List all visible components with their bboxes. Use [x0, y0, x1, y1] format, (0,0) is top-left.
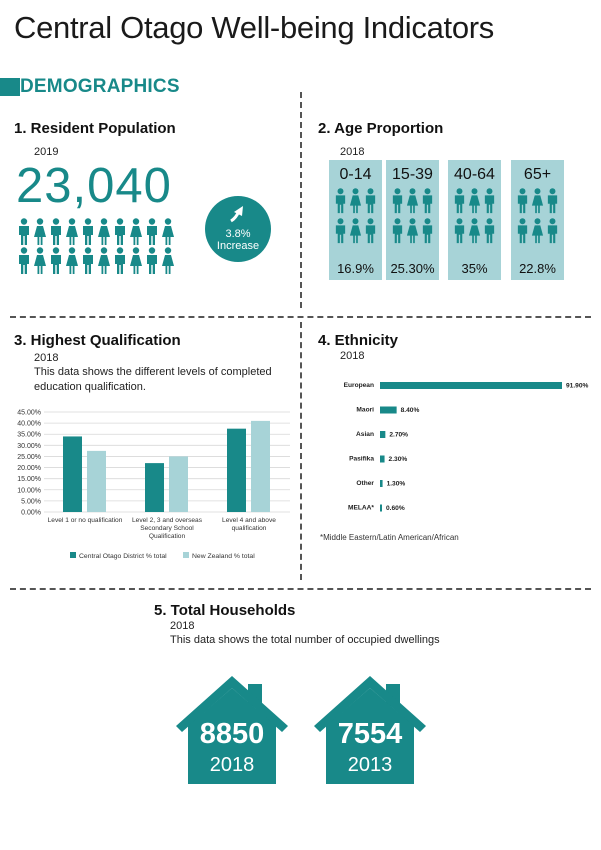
- male-person-icon: [144, 218, 160, 246]
- qualification-bar: [251, 421, 270, 512]
- age-group-box: [448, 160, 501, 280]
- legend-label: New Zealand % total: [192, 553, 255, 560]
- ethnicity-footnote: *Middle Eastern/Latin American/African: [320, 533, 459, 542]
- male-person-icon: [515, 188, 530, 214]
- female-person-icon: [405, 218, 420, 244]
- male-person-icon: [390, 188, 405, 214]
- age-group-label: 65+: [523, 166, 552, 183]
- ethnicity-value-label: 91.90%: [566, 382, 589, 390]
- ethnicity-label: Other: [356, 480, 374, 487]
- y-tick-label: 10.00%: [17, 487, 41, 495]
- divider-horizontal-2: [10, 588, 591, 590]
- ethnicity-label: MELAA*: [347, 504, 374, 512]
- y-tick-label: 40.00%: [17, 420, 41, 428]
- male-person-icon: [482, 218, 497, 244]
- male-person-icon: [112, 247, 128, 275]
- ethnicity-value-label: 8.40%: [400, 407, 420, 414]
- male-person-icon: [515, 218, 530, 244]
- age-group-box: [329, 160, 382, 280]
- y-tick-label: 20.00%: [17, 465, 41, 473]
- house-2018: [176, 676, 288, 784]
- x-tick-label: Level 1 or no qualification: [47, 517, 123, 524]
- qualification-description: This data shows the different levels of completed education qualification.: [34, 366, 272, 393]
- age-group-label: 15-39: [392, 166, 433, 183]
- male-person-icon: [545, 218, 560, 244]
- male-person-icon: [80, 218, 96, 246]
- male-person-icon: [545, 188, 560, 214]
- female-person-icon: [128, 247, 144, 275]
- ethnicity-bar: [380, 431, 385, 438]
- male-person-icon: [48, 218, 64, 246]
- male-person-icon: [482, 188, 497, 214]
- ethnicity-bar: [380, 456, 385, 463]
- ethnicity-year: 2018: [340, 350, 365, 362]
- male-person-icon: [333, 188, 348, 214]
- ethnicity-bar: [380, 480, 383, 487]
- male-person-icon: [112, 218, 128, 246]
- male-person-icon: [420, 188, 435, 214]
- age-heading: 2. Age Proportion: [318, 120, 444, 137]
- households-description: This data shows the total number of occupied dwellings: [170, 634, 440, 646]
- male-person-icon: [80, 247, 96, 275]
- page-title: Central Otago Well-being Indicators: [14, 10, 495, 45]
- x-tick-label: Level 4 and above: [222, 517, 276, 524]
- households-year: 2018: [170, 620, 195, 632]
- qualification-year: 2018: [34, 352, 59, 364]
- households-value-2: 7554: [337, 718, 403, 750]
- female-person-icon: [96, 218, 112, 246]
- ethnicity-label: Pasifika: [349, 455, 374, 463]
- female-person-icon: [160, 247, 176, 275]
- increase-percent: 3.8%: [225, 228, 251, 240]
- qualification-bar: [169, 456, 188, 512]
- female-person-icon: [467, 188, 482, 214]
- ethnicity-value-label: 0.60%: [386, 505, 405, 512]
- ethnicity-value-label: 2.30%: [388, 456, 408, 463]
- age-group-people-icons: [515, 188, 561, 244]
- male-person-icon: [16, 218, 32, 246]
- divider-horizontal-1: [10, 316, 591, 318]
- qualification-bar: [145, 463, 164, 512]
- resident-year: 2019: [34, 146, 59, 158]
- male-person-icon: [16, 247, 32, 275]
- ethnicity-chart: [308, 376, 598, 522]
- resident-heading: 1. Resident Population: [14, 120, 176, 137]
- ethnicity-bar: [380, 505, 382, 512]
- male-person-icon: [144, 247, 160, 275]
- female-person-icon: [348, 218, 363, 244]
- increase-badge: [205, 196, 271, 262]
- qualification-bar: [87, 451, 106, 512]
- households-year-1: 2018: [209, 754, 255, 776]
- female-person-icon: [32, 218, 48, 246]
- trend-up-icon: [228, 204, 248, 224]
- female-person-icon: [32, 247, 48, 275]
- ethnicity-bar: [380, 407, 397, 414]
- section-title: DEMOGRAPHICS: [20, 76, 180, 97]
- male-person-icon: [363, 188, 378, 214]
- female-person-icon: [64, 247, 80, 275]
- y-tick-label: 30.00%: [17, 442, 41, 450]
- age-group-label: 40-64: [454, 166, 495, 183]
- ethnicity-value-label: 2.70%: [389, 431, 409, 439]
- y-tick-label: 5.00%: [21, 498, 41, 506]
- age-group-people-icons: [333, 188, 379, 244]
- x-tick-label: Secondary School: [140, 525, 194, 532]
- male-person-icon: [452, 218, 467, 244]
- x-tick-label: Qualification: [148, 533, 186, 540]
- qualification-heading: 3. Highest Qualification: [14, 332, 181, 349]
- female-person-icon: [64, 218, 80, 246]
- households-value-1: 8850: [199, 718, 265, 750]
- age-group-box: [511, 160, 564, 280]
- age-group-box: [386, 160, 439, 280]
- divider-vertical-middle: [300, 322, 302, 580]
- divider-vertical-top: [300, 92, 302, 308]
- legend-label: Central Otago District % total: [79, 553, 167, 560]
- female-person-icon: [160, 218, 176, 246]
- female-person-icon: [405, 188, 420, 214]
- female-person-icon: [96, 247, 112, 275]
- y-tick-label: 15.00%: [17, 476, 41, 484]
- section-marker: [0, 78, 20, 96]
- ethnicity-heading: 4. Ethnicity: [318, 332, 399, 349]
- y-tick-label: 45.00%: [17, 409, 41, 417]
- ethnicity-label: Maori: [356, 406, 374, 414]
- households-year-2: 2013: [347, 754, 393, 776]
- y-tick-label: 35.00%: [17, 431, 41, 439]
- female-person-icon: [530, 218, 545, 244]
- age-group-label: 0-14: [339, 166, 372, 183]
- male-person-icon: [452, 188, 467, 214]
- age-group-people-icons: [390, 188, 436, 244]
- qualification-chart: [8, 408, 294, 580]
- female-person-icon: [530, 188, 545, 214]
- female-person-icon: [467, 218, 482, 244]
- x-tick-label: qualification: [231, 525, 267, 532]
- households-heading: 5. Total Households: [154, 602, 296, 619]
- y-tick-label: 25.00%: [17, 453, 41, 461]
- age-group-people-icons: [452, 188, 498, 244]
- male-person-icon: [420, 218, 435, 244]
- ethnicity-label: Asian: [356, 431, 374, 438]
- male-person-icon: [333, 218, 348, 244]
- female-person-icon: [128, 218, 144, 246]
- age-group-value: 25.30%: [390, 261, 435, 276]
- ethnicity-value-label: 1.30%: [386, 480, 406, 488]
- ethnicity-bar: [380, 382, 562, 389]
- male-person-icon: [48, 247, 64, 275]
- qualification-bar: [63, 436, 82, 512]
- age-group-value: 35%: [461, 261, 488, 276]
- x-tick-label: Level 2, 3 and overseas: [131, 517, 203, 524]
- house-2013: [314, 676, 426, 784]
- age-year: 2018: [340, 146, 365, 158]
- population-people-icons: [16, 218, 176, 275]
- age-group-value: 16.9%: [337, 261, 374, 276]
- ethnicity-label: European: [343, 382, 374, 389]
- age-group-value: 22.8%: [519, 261, 556, 276]
- female-person-icon: [348, 188, 363, 214]
- y-tick-label: 0.00%: [21, 509, 41, 517]
- resident-population-value: 23,040: [16, 159, 172, 213]
- qualification-bar: [227, 429, 246, 512]
- increase-label: Increase: [216, 240, 260, 252]
- male-person-icon: [363, 218, 378, 244]
- legend-swatch: [70, 552, 76, 558]
- legend-swatch: [183, 552, 189, 558]
- male-person-icon: [390, 218, 405, 244]
